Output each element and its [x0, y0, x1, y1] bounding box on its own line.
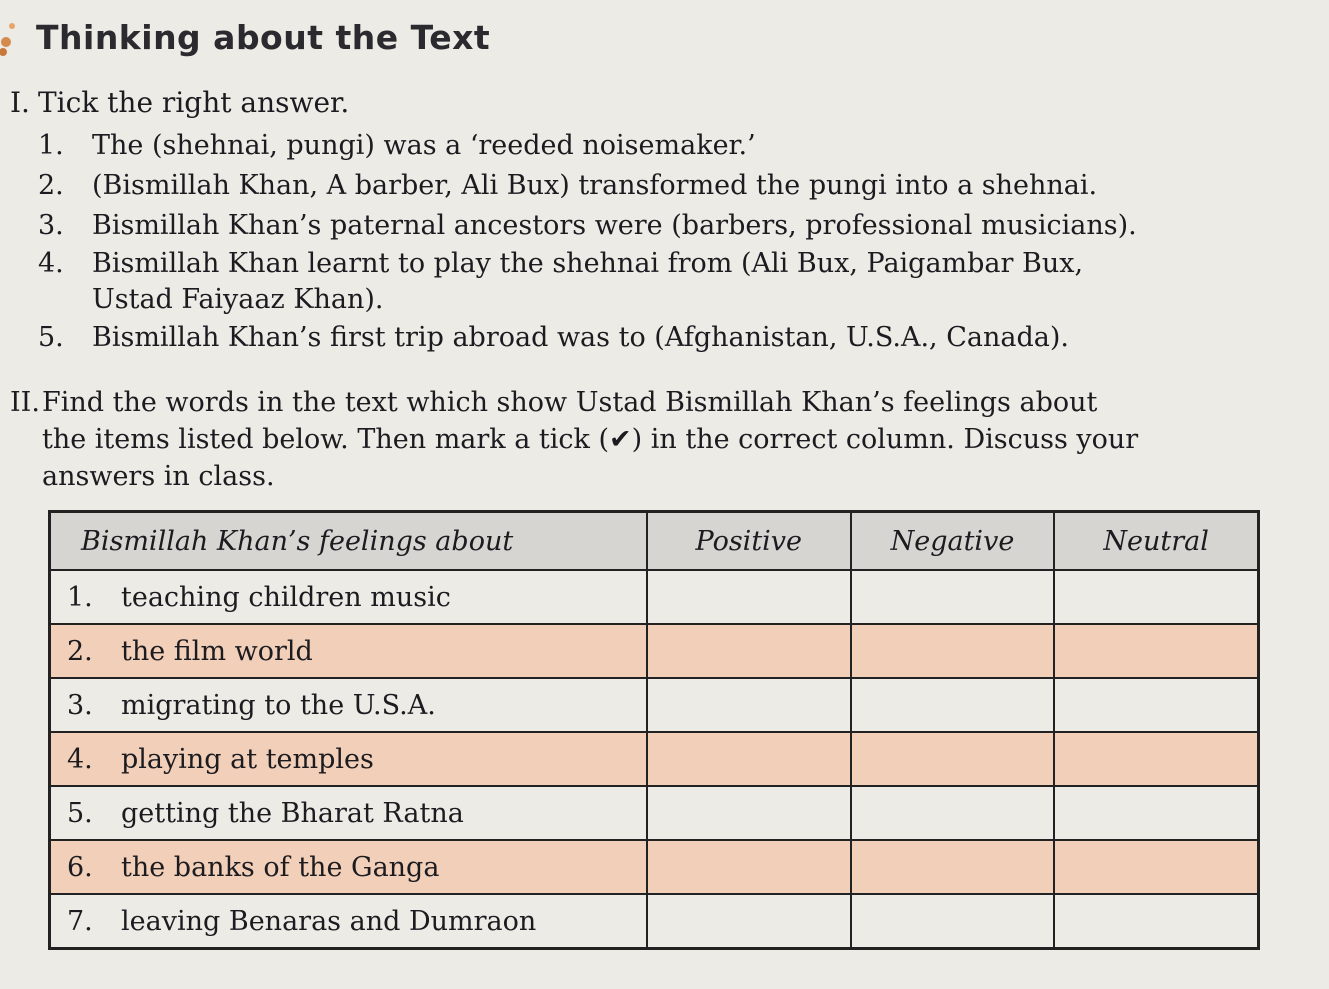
list-item-text: (Bismillah Khan, A barber, Ali Bux) transformed the pungi into a shehnai. [92, 170, 1098, 201]
question-2-number: II. [10, 387, 40, 418]
positive-cell[interactable] [647, 732, 851, 786]
column-header-feelings: Bismillah Khan’s feelings about [50, 512, 647, 571]
negative-cell[interactable] [851, 786, 1055, 840]
positive-cell[interactable] [647, 570, 851, 624]
column-header-neutral: Neutral [1054, 512, 1258, 571]
negative-cell[interactable] [851, 678, 1055, 732]
list-item: 5. Bismillah Khan’s first trip abroad was to (Afghanistan, U.S.A., Canada). [38, 322, 1069, 353]
list-item-text: The (shehnai, pungi) was a ‘reeded noisemaker.’ [92, 130, 756, 161]
row-label: 4. playing at temples [50, 732, 647, 786]
negative-cell[interactable] [851, 894, 1055, 949]
list-item: 1. The (shehnai, pungi) was a ‘reeded noisemaker.’ [38, 130, 756, 161]
question-1-prompt [10, 84, 349, 122]
row-label: 6. the banks of the Ganga [50, 840, 647, 894]
list-item: 4. Bismillah Khan learnt to play the shehnai from (Ali Bux, Paigambar Bux, Ustad Faiyaaz Khan). [38, 246, 1278, 318]
neutral-cell[interactable] [1054, 678, 1258, 732]
section-title: Thinking about the Text [36, 18, 491, 57]
positive-cell[interactable] [647, 624, 851, 678]
list-item: 2. (Bismillah Khan, A barber, Ali Bux) transformed the pungi into a shehnai. [38, 170, 1098, 201]
list-item-text: Bismillah Khan learnt to play the shehnai from (Ali Bux, Paigambar Bux, [92, 248, 1084, 279]
table-row [50, 732, 1259, 786]
neutral-cell[interactable] [1054, 786, 1258, 840]
neutral-cell[interactable] [1054, 894, 1258, 949]
positive-cell[interactable] [647, 786, 851, 840]
negative-cell[interactable] [851, 570, 1055, 624]
flower-bullet-icon [0, 22, 22, 62]
table-row [50, 570, 1259, 624]
table-row [50, 786, 1259, 840]
neutral-cell[interactable] [1054, 732, 1258, 786]
row-label: 1. teaching children music [50, 570, 647, 624]
row-label: 5. getting the Bharat Ratna [50, 786, 647, 840]
question-2-line: the items listed below. Then mark a tick (✔) in the correct column. Discuss your [42, 424, 1139, 455]
table-row [50, 624, 1259, 678]
negative-cell[interactable] [851, 840, 1055, 894]
negative-cell[interactable] [851, 732, 1055, 786]
neutral-cell[interactable] [1054, 570, 1258, 624]
list-item-text: Bismillah Khan’s paternal ancestors were (barbers, professional musicians). [92, 210, 1137, 241]
question-2-line: answers in class. [42, 461, 275, 492]
negative-cell[interactable] [851, 624, 1055, 678]
table-header-row [50, 512, 1259, 571]
positive-cell[interactable] [647, 678, 851, 732]
neutral-cell[interactable] [1054, 840, 1258, 894]
table-row [50, 840, 1259, 894]
list-item-text: Bismillah Khan’s first trip abroad was to (Afghanistan, U.S.A., Canada). [92, 322, 1069, 353]
neutral-cell[interactable] [1054, 624, 1258, 678]
row-label: 3. migrating to the U.S.A. [50, 678, 647, 732]
list-item-continuation: Ustad Faiyaaz Khan). [92, 284, 384, 315]
row-label: 2. the film world [50, 624, 647, 678]
column-header-positive: Positive [647, 512, 851, 571]
question-1-number: I. [10, 86, 30, 119]
question-2-line: Find the words in the text which show Ustad Bismillah Khan’s feelings about [42, 387, 1098, 418]
question-1-text: Tick the right answer. [38, 86, 350, 119]
question-2-prompt [10, 384, 1270, 495]
question-1-items [38, 126, 1278, 358]
feelings-table [48, 510, 1260, 950]
table-row [50, 894, 1259, 949]
positive-cell[interactable] [647, 840, 851, 894]
table-row [50, 678, 1259, 732]
list-item: 3. Bismillah Khan’s paternal ancestors were (barbers, professional musicians). [38, 210, 1137, 241]
row-label: 7. leaving Benaras and Dumraon [50, 894, 647, 949]
positive-cell[interactable] [647, 894, 851, 949]
column-header-negative: Negative [851, 512, 1055, 571]
